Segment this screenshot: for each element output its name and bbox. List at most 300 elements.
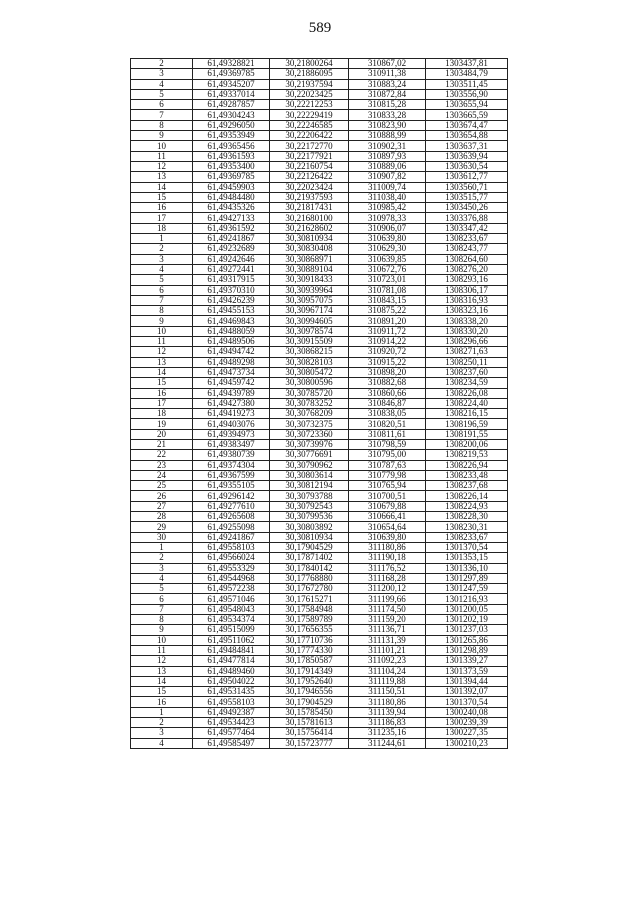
table-row xyxy=(131,666,508,676)
latitude-cell: 61,49553329 xyxy=(193,563,270,573)
latitude-cell: 61,49477814 xyxy=(193,656,270,666)
y-coordinate-cell: 1303450,26 xyxy=(426,203,508,213)
latitude-cell: 61,49504022 xyxy=(193,676,270,686)
longitude-cell: 30,17840142 xyxy=(270,563,349,573)
x-coordinate-cell: 310823,90 xyxy=(349,120,426,130)
table-row xyxy=(131,687,508,697)
longitude-cell: 30,30915509 xyxy=(270,337,349,347)
longitude-cell: 30,30799536 xyxy=(270,512,349,522)
point-number-cell: 8 xyxy=(131,615,193,625)
y-coordinate-cell: 1308233,48 xyxy=(426,470,508,480)
longitude-cell: 30,30868215 xyxy=(270,347,349,357)
x-coordinate-cell: 310639,80 xyxy=(349,532,426,542)
point-number-cell: 29 xyxy=(131,522,193,532)
y-coordinate-cell: 1308237,60 xyxy=(426,367,508,377)
x-coordinate-cell: 311168,28 xyxy=(349,573,426,583)
table-row xyxy=(131,728,508,738)
point-number-cell: 7 xyxy=(131,295,193,305)
longitude-cell: 30,17946556 xyxy=(270,687,349,697)
x-coordinate-cell: 310883,24 xyxy=(349,79,426,89)
latitude-cell: 61,49419273 xyxy=(193,409,270,419)
point-number-cell: 9 xyxy=(131,625,193,635)
longitude-cell: 30,22206422 xyxy=(270,131,349,141)
longitude-cell: 30,22212253 xyxy=(270,100,349,110)
table-row xyxy=(131,398,508,408)
y-coordinate-cell: 1308200,06 xyxy=(426,439,508,449)
point-number-cell: 14 xyxy=(131,182,193,192)
point-number-cell: 11 xyxy=(131,337,193,347)
latitude-cell: 61,49488059 xyxy=(193,326,270,336)
point-number-cell: 18 xyxy=(131,409,193,419)
table-row xyxy=(131,326,508,336)
latitude-cell: 61,49571046 xyxy=(193,594,270,604)
longitude-cell: 30,22177921 xyxy=(270,151,349,161)
table-row xyxy=(131,481,508,491)
y-coordinate-cell: 1303639,94 xyxy=(426,151,508,161)
x-coordinate-cell: 311235,16 xyxy=(349,728,426,738)
y-coordinate-cell: 1308233,67 xyxy=(426,234,508,244)
x-coordinate-cell: 311119,88 xyxy=(349,676,426,686)
longitude-cell: 30,15756414 xyxy=(270,728,349,738)
point-number-cell: 1 xyxy=(131,234,193,244)
x-coordinate-cell: 311200,12 xyxy=(349,584,426,594)
x-coordinate-cell: 310902,31 xyxy=(349,141,426,151)
x-coordinate-cell: 310914,22 xyxy=(349,337,426,347)
longitude-cell: 30,15723777 xyxy=(270,738,349,748)
point-number-cell: 16 xyxy=(131,388,193,398)
x-coordinate-cell: 310654,64 xyxy=(349,522,426,532)
y-coordinate-cell: 1303665,59 xyxy=(426,110,508,120)
latitude-cell: 61,49277610 xyxy=(193,501,270,511)
table-row xyxy=(131,718,508,728)
table-row xyxy=(131,306,508,316)
latitude-cell: 61,49287857 xyxy=(193,100,270,110)
longitude-cell: 30,30805472 xyxy=(270,367,349,377)
point-number-cell: 1 xyxy=(131,542,193,552)
y-coordinate-cell: 1308237,68 xyxy=(426,481,508,491)
longitude-cell: 30,17656355 xyxy=(270,625,349,635)
x-coordinate-cell: 311186,83 xyxy=(349,718,426,728)
table-row xyxy=(131,738,508,748)
x-coordinate-cell: 310833,28 xyxy=(349,110,426,120)
y-coordinate-cell: 1308306,17 xyxy=(426,285,508,295)
table-row xyxy=(131,409,508,419)
point-number-cell: 1 xyxy=(131,707,193,717)
table-row xyxy=(131,234,508,244)
latitude-cell: 61,49435326 xyxy=(193,203,270,213)
latitude-cell: 61,49355105 xyxy=(193,481,270,491)
x-coordinate-cell: 310639,80 xyxy=(349,234,426,244)
x-coordinate-cell: 311180,86 xyxy=(349,542,426,552)
latitude-cell: 61,49304243 xyxy=(193,110,270,120)
latitude-cell: 61,49484841 xyxy=(193,645,270,655)
table-row xyxy=(131,141,508,151)
table-row xyxy=(131,676,508,686)
x-coordinate-cell: 311104,24 xyxy=(349,666,426,676)
latitude-cell: 61,49558103 xyxy=(193,697,270,707)
y-coordinate-cell: 1308226,94 xyxy=(426,460,508,470)
table-row xyxy=(131,254,508,264)
y-coordinate-cell: 1301297,89 xyxy=(426,573,508,583)
point-number-cell: 12 xyxy=(131,347,193,357)
x-coordinate-cell: 310907,82 xyxy=(349,172,426,182)
latitude-cell: 61,49494742 xyxy=(193,347,270,357)
latitude-cell: 61,49232689 xyxy=(193,244,270,254)
longitude-cell: 30,21937593 xyxy=(270,192,349,202)
table-row xyxy=(131,337,508,347)
longitude-cell: 30,17871402 xyxy=(270,553,349,563)
latitude-cell: 61,49572238 xyxy=(193,584,270,594)
x-coordinate-cell: 310898,20 xyxy=(349,367,426,377)
y-coordinate-cell: 1301339,27 xyxy=(426,656,508,666)
table-row xyxy=(131,584,508,594)
point-number-cell: 23 xyxy=(131,460,193,470)
point-number-cell: 16 xyxy=(131,203,193,213)
point-number-cell: 22 xyxy=(131,450,193,460)
latitude-cell: 61,49459742 xyxy=(193,378,270,388)
y-coordinate-cell: 1301394,44 xyxy=(426,676,508,686)
x-coordinate-cell: 311190,18 xyxy=(349,553,426,563)
y-coordinate-cell: 1301202,19 xyxy=(426,615,508,625)
table-row xyxy=(131,388,508,398)
latitude-cell: 61,49353949 xyxy=(193,131,270,141)
longitude-cell: 30,17952640 xyxy=(270,676,349,686)
x-coordinate-cell: 310920,72 xyxy=(349,347,426,357)
x-coordinate-cell: 310846,87 xyxy=(349,398,426,408)
x-coordinate-cell: 310779,98 xyxy=(349,470,426,480)
latitude-cell: 61,49380739 xyxy=(193,450,270,460)
y-coordinate-cell: 1308196,59 xyxy=(426,419,508,429)
y-coordinate-cell: 1301237,03 xyxy=(426,625,508,635)
table-row xyxy=(131,532,508,542)
y-coordinate-cell: 1303347,42 xyxy=(426,223,508,233)
point-number-cell: 16 xyxy=(131,697,193,707)
x-coordinate-cell: 310843,15 xyxy=(349,295,426,305)
x-coordinate-cell: 310820,51 xyxy=(349,419,426,429)
x-coordinate-cell: 310889,06 xyxy=(349,161,426,171)
latitude-cell: 61,49369785 xyxy=(193,172,270,182)
latitude-cell: 61,49455153 xyxy=(193,306,270,316)
longitude-cell: 30,30957075 xyxy=(270,295,349,305)
longitude-cell: 30,21800264 xyxy=(270,59,349,69)
x-coordinate-cell: 311174,50 xyxy=(349,604,426,614)
longitude-cell: 30,30810934 xyxy=(270,532,349,542)
table-row xyxy=(131,656,508,666)
latitude-cell: 61,49241867 xyxy=(193,234,270,244)
longitude-cell: 30,30776691 xyxy=(270,450,349,460)
x-coordinate-cell: 310985,42 xyxy=(349,203,426,213)
table-row xyxy=(131,522,508,532)
y-coordinate-cell: 1301373,59 xyxy=(426,666,508,676)
table-row xyxy=(131,100,508,110)
table-row xyxy=(131,553,508,563)
x-coordinate-cell: 310781,08 xyxy=(349,285,426,295)
point-number-cell: 24 xyxy=(131,470,193,480)
y-coordinate-cell: 1308216,15 xyxy=(426,409,508,419)
point-number-cell: 9 xyxy=(131,131,193,141)
latitude-cell: 61,49558103 xyxy=(193,542,270,552)
y-coordinate-cell: 1308264,60 xyxy=(426,254,508,264)
table-row xyxy=(131,573,508,583)
x-coordinate-cell: 311176,52 xyxy=(349,563,426,573)
longitude-cell: 30,17904529 xyxy=(270,697,349,707)
latitude-cell: 61,49241867 xyxy=(193,532,270,542)
latitude-cell: 61,49534423 xyxy=(193,718,270,728)
y-coordinate-cell: 1301247,59 xyxy=(426,584,508,594)
longitude-cell: 30,30967174 xyxy=(270,306,349,316)
latitude-cell: 61,49365456 xyxy=(193,141,270,151)
longitude-cell: 30,21628602 xyxy=(270,223,349,233)
table-row xyxy=(131,594,508,604)
y-coordinate-cell: 1303484,79 xyxy=(426,69,508,79)
y-coordinate-cell: 1303515,77 xyxy=(426,192,508,202)
point-number-cell: 4 xyxy=(131,264,193,274)
latitude-cell: 61,49242646 xyxy=(193,254,270,264)
x-coordinate-cell: 311150,51 xyxy=(349,687,426,697)
y-coordinate-cell: 1303637,31 xyxy=(426,141,508,151)
longitude-cell: 30,17584948 xyxy=(270,604,349,614)
longitude-cell: 30,17710736 xyxy=(270,635,349,645)
table-row xyxy=(131,645,508,655)
x-coordinate-cell: 311092,23 xyxy=(349,656,426,666)
x-coordinate-cell: 310639,85 xyxy=(349,254,426,264)
y-coordinate-cell: 1303437,81 xyxy=(426,59,508,69)
page-number: 589 xyxy=(308,20,332,36)
longitude-cell: 30,22023425 xyxy=(270,89,349,99)
longitude-cell: 30,21886095 xyxy=(270,69,349,79)
y-coordinate-cell: 1301370,54 xyxy=(426,542,508,552)
x-coordinate-cell: 311180,86 xyxy=(349,697,426,707)
table-row xyxy=(131,203,508,213)
point-number-cell: 15 xyxy=(131,378,193,388)
latitude-cell: 61,49272441 xyxy=(193,264,270,274)
point-number-cell: 14 xyxy=(131,676,193,686)
table-row xyxy=(131,161,508,171)
latitude-cell: 61,49426239 xyxy=(193,295,270,305)
latitude-cell: 61,49383497 xyxy=(193,439,270,449)
x-coordinate-cell: 310891,20 xyxy=(349,316,426,326)
latitude-cell: 61,49511062 xyxy=(193,635,270,645)
point-number-cell: 11 xyxy=(131,645,193,655)
longitude-cell: 30,17904529 xyxy=(270,542,349,552)
y-coordinate-cell: 1303654,88 xyxy=(426,131,508,141)
x-coordinate-cell: 311038,40 xyxy=(349,192,426,202)
x-coordinate-cell: 311139,94 xyxy=(349,707,426,717)
y-coordinate-cell: 1301336,10 xyxy=(426,563,508,573)
latitude-cell: 61,49403076 xyxy=(193,419,270,429)
longitude-cell: 30,22229419 xyxy=(270,110,349,120)
longitude-cell: 30,17774330 xyxy=(270,645,349,655)
table-row xyxy=(131,563,508,573)
longitude-cell: 30,30768209 xyxy=(270,409,349,419)
point-number-cell: 18 xyxy=(131,223,193,233)
y-coordinate-cell: 1308296,66 xyxy=(426,337,508,347)
y-coordinate-cell: 1303655,94 xyxy=(426,100,508,110)
latitude-cell: 61,49353400 xyxy=(193,161,270,171)
latitude-cell: 61,49515099 xyxy=(193,625,270,635)
y-coordinate-cell: 1303630,54 xyxy=(426,161,508,171)
latitude-cell: 61,49489298 xyxy=(193,357,270,367)
y-coordinate-cell: 1308191,55 xyxy=(426,429,508,439)
y-coordinate-cell: 1301265,86 xyxy=(426,635,508,645)
latitude-cell: 61,49489460 xyxy=(193,666,270,676)
longitude-cell: 30,17589789 xyxy=(270,615,349,625)
latitude-cell: 61,49585497 xyxy=(193,738,270,748)
point-number-cell: 2 xyxy=(131,718,193,728)
point-number-cell: 19 xyxy=(131,419,193,429)
point-number-cell: 10 xyxy=(131,635,193,645)
point-number-cell: 26 xyxy=(131,491,193,501)
table-row xyxy=(131,120,508,130)
latitude-cell: 61,49337014 xyxy=(193,89,270,99)
point-number-cell: 13 xyxy=(131,357,193,367)
y-coordinate-cell: 1300240,08 xyxy=(426,707,508,717)
point-number-cell: 6 xyxy=(131,100,193,110)
table-row xyxy=(131,316,508,326)
longitude-cell: 30,30994605 xyxy=(270,316,349,326)
table-row xyxy=(131,151,508,161)
point-number-cell: 3 xyxy=(131,728,193,738)
latitude-cell: 61,49296050 xyxy=(193,120,270,130)
latitude-cell: 61,49534374 xyxy=(193,615,270,625)
x-coordinate-cell: 310875,22 xyxy=(349,306,426,316)
x-coordinate-cell: 310915,22 xyxy=(349,357,426,367)
x-coordinate-cell: 311009,74 xyxy=(349,182,426,192)
y-coordinate-cell: 1308226,14 xyxy=(426,491,508,501)
x-coordinate-cell: 311101,21 xyxy=(349,645,426,655)
y-coordinate-cell: 1308219,53 xyxy=(426,450,508,460)
table-row xyxy=(131,172,508,182)
table-row xyxy=(131,604,508,614)
x-coordinate-cell: 310911,38 xyxy=(349,69,426,79)
y-coordinate-cell: 1301353,15 xyxy=(426,553,508,563)
table-row xyxy=(131,275,508,285)
y-coordinate-cell: 1301392,07 xyxy=(426,687,508,697)
table-row xyxy=(131,59,508,69)
longitude-cell: 30,17768880 xyxy=(270,573,349,583)
longitude-cell: 30,22126422 xyxy=(270,172,349,182)
longitude-cell: 30,30723360 xyxy=(270,429,349,439)
y-coordinate-cell: 1301216,93 xyxy=(426,594,508,604)
longitude-cell: 30,30732375 xyxy=(270,419,349,429)
point-number-cell: 6 xyxy=(131,285,193,295)
longitude-cell: 30,30810934 xyxy=(270,234,349,244)
y-coordinate-cell: 1303556,90 xyxy=(426,89,508,99)
table-row xyxy=(131,429,508,439)
y-coordinate-cell: 1308243,77 xyxy=(426,244,508,254)
latitude-cell: 61,49577464 xyxy=(193,728,270,738)
latitude-cell: 61,49367599 xyxy=(193,470,270,480)
point-number-cell: 9 xyxy=(131,316,193,326)
y-coordinate-cell: 1303560,71 xyxy=(426,182,508,192)
y-coordinate-cell: 1301370,54 xyxy=(426,697,508,707)
table-row xyxy=(131,89,508,99)
point-number-cell: 2 xyxy=(131,59,193,69)
y-coordinate-cell: 1308323,16 xyxy=(426,306,508,316)
longitude-cell: 30,30739976 xyxy=(270,439,349,449)
latitude-cell: 61,49473734 xyxy=(193,367,270,377)
table-row xyxy=(131,213,508,223)
point-number-cell: 3 xyxy=(131,69,193,79)
longitude-cell: 30,30803614 xyxy=(270,470,349,480)
point-number-cell: 14 xyxy=(131,367,193,377)
x-coordinate-cell: 311199,66 xyxy=(349,594,426,604)
y-coordinate-cell: 1300239,39 xyxy=(426,718,508,728)
y-coordinate-cell: 1308226,08 xyxy=(426,388,508,398)
point-number-cell: 13 xyxy=(131,172,193,182)
point-number-cell: 20 xyxy=(131,429,193,439)
y-coordinate-cell: 1308228,30 xyxy=(426,512,508,522)
x-coordinate-cell: 310867,02 xyxy=(349,59,426,69)
point-number-cell: 25 xyxy=(131,481,193,491)
latitude-cell: 61,49361593 xyxy=(193,151,270,161)
table-row xyxy=(131,347,508,357)
table-row xyxy=(131,491,508,501)
longitude-cell: 30,30793788 xyxy=(270,491,349,501)
longitude-cell: 30,30785720 xyxy=(270,388,349,398)
coordinates-table-body xyxy=(131,59,508,749)
point-number-cell: 6 xyxy=(131,594,193,604)
y-coordinate-cell: 1308338,20 xyxy=(426,316,508,326)
longitude-cell: 30,17615271 xyxy=(270,594,349,604)
y-coordinate-cell: 1308233,67 xyxy=(426,532,508,542)
table-row xyxy=(131,357,508,367)
latitude-cell: 61,49427380 xyxy=(193,398,270,408)
point-number-cell: 3 xyxy=(131,254,193,264)
table-row xyxy=(131,264,508,274)
y-coordinate-cell: 1308250,11 xyxy=(426,357,508,367)
table-row xyxy=(131,79,508,89)
point-number-cell: 8 xyxy=(131,120,193,130)
x-coordinate-cell: 310860,66 xyxy=(349,388,426,398)
latitude-cell: 61,49345207 xyxy=(193,79,270,89)
longitude-cell: 30,15785450 xyxy=(270,707,349,717)
latitude-cell: 61,49296142 xyxy=(193,491,270,501)
latitude-cell: 61,49317915 xyxy=(193,275,270,285)
y-coordinate-cell: 1308276,20 xyxy=(426,264,508,274)
longitude-cell: 30,30830408 xyxy=(270,244,349,254)
longitude-cell: 30,21817431 xyxy=(270,203,349,213)
longitude-cell: 30,22160754 xyxy=(270,161,349,171)
table-row xyxy=(131,192,508,202)
table-row xyxy=(131,244,508,254)
longitude-cell: 30,30889104 xyxy=(270,264,349,274)
point-number-cell: 10 xyxy=(131,326,193,336)
longitude-cell: 30,30792543 xyxy=(270,501,349,511)
table-row xyxy=(131,635,508,645)
longitude-cell: 30,30828103 xyxy=(270,357,349,367)
point-number-cell: 15 xyxy=(131,687,193,697)
latitude-cell: 61,49459903 xyxy=(193,182,270,192)
x-coordinate-cell: 310838,05 xyxy=(349,409,426,419)
table-row xyxy=(131,615,508,625)
table-row xyxy=(131,110,508,120)
longitude-cell: 30,17850587 xyxy=(270,656,349,666)
latitude-cell: 61,49484480 xyxy=(193,192,270,202)
x-coordinate-cell: 311136,71 xyxy=(349,625,426,635)
latitude-cell: 61,49328821 xyxy=(193,59,270,69)
table-row xyxy=(131,460,508,470)
point-number-cell: 4 xyxy=(131,79,193,89)
point-number-cell: 5 xyxy=(131,584,193,594)
longitude-cell: 30,21680100 xyxy=(270,213,349,223)
x-coordinate-cell: 310787,63 xyxy=(349,460,426,470)
table-row xyxy=(131,182,508,192)
x-coordinate-cell: 310811,61 xyxy=(349,429,426,439)
point-number-cell: 17 xyxy=(131,213,193,223)
x-coordinate-cell: 310888,99 xyxy=(349,131,426,141)
table-row xyxy=(131,501,508,511)
